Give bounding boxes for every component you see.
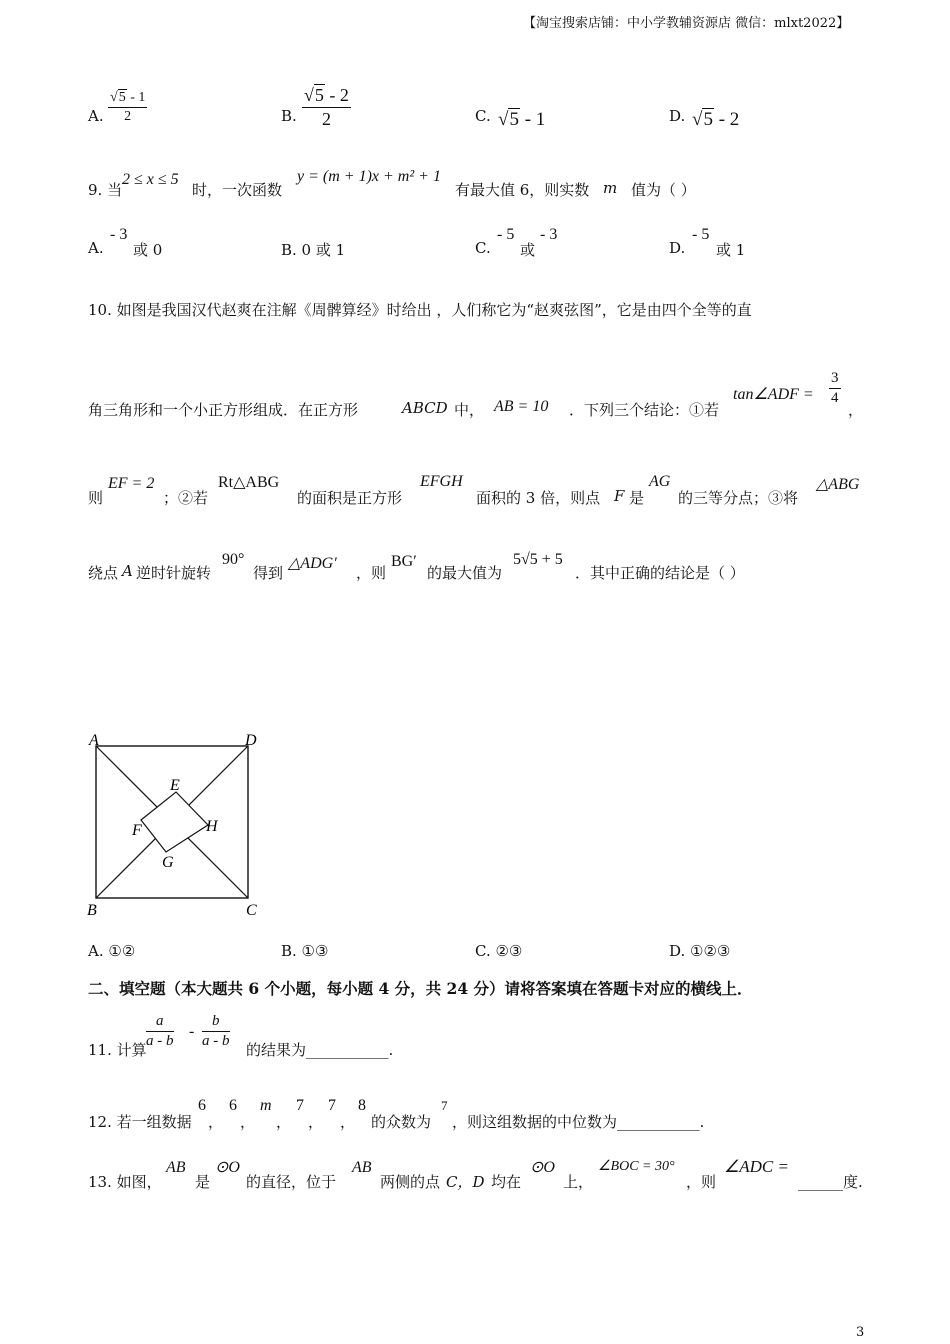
page-number: 3 (856, 1325, 865, 1340)
label-D: D (245, 732, 257, 749)
q12-sep-1: ， (208, 1113, 224, 1131)
q9-option-b: B. 0 或 1 (281, 241, 346, 259)
q13-text6: ，则 (686, 1173, 717, 1191)
q10-ag: AG (649, 473, 671, 490)
q13-text3: 两侧的点 (380, 1173, 441, 1191)
q10-point-f: F (614, 487, 625, 505)
q10-line2b: 中， (454, 401, 485, 419)
q10-max-value: 5√5 + 5 (513, 551, 563, 568)
q8-option-d-value: √5 - 2 (692, 109, 740, 130)
q8-option-b-fraction: $\frac{√5 - 2}{2}$ (304, 85, 349, 129)
q13-text4: 均在 (491, 1173, 522, 1191)
q9-text2: 有最大值 6，则实数 (455, 181, 590, 199)
q8-option-c-label: C. (475, 107, 491, 125)
q10-ef: EF = 2 (108, 475, 155, 492)
q12-sep-3: ， (276, 1113, 292, 1131)
q10-tan: tan∠ADF = (733, 386, 814, 403)
q10-comma: ， (848, 401, 864, 419)
q10-option-b: B. ①③ (281, 942, 329, 960)
q9-range: 2 ≤ x ≤ 5 (122, 171, 179, 188)
q13-suffix: ______度. (798, 1173, 863, 1191)
q10-option-d: D. ①②③ (669, 942, 731, 960)
q13-circle-o-1: ⊙O (215, 1159, 240, 1176)
q13-ab: AB (166, 1159, 186, 1176)
section-2-heading: 二、填空题（本大题共 6 个小题，每小题 4 分，共 24 分）请将答案填在答题卡对应的横线上． (88, 979, 753, 998)
q13-cd: C，D (446, 1173, 485, 1191)
q10-line4a: 绕点 (88, 564, 119, 582)
q12-data-3: m (260, 1097, 272, 1114)
q10-tan-fraction: $\frac{3}{4}$ (831, 370, 839, 406)
q12-data-6: 8 (358, 1097, 366, 1114)
q12-prefix: 12. 若一组数据 (88, 1113, 192, 1131)
q11-minus: - (189, 1023, 195, 1040)
q12-sep-4: ， (308, 1113, 324, 1131)
q12-data-4: 7 (296, 1097, 304, 1114)
q12-data-5: 7 (328, 1097, 336, 1114)
q12-data-2: 6 (229, 1097, 237, 1114)
q9-option-c-value1: - 5 (497, 226, 515, 243)
q13-circle-o-2: ⊙O (530, 1159, 555, 1176)
q10-line3a: 则 (88, 489, 104, 507)
q10-line3e: 是 (629, 489, 645, 507)
zhao-shuang-figure (84, 728, 274, 924)
q13-angle-adc: ∠ADC = (724, 1157, 789, 1176)
label-G: G (162, 854, 174, 871)
q10-line1: 10. 如图是我国汉代赵爽在注解《周髀算经》时给出 ，人们称它为“赵爽弦图”，它是由四个全等的直 (88, 301, 752, 319)
q10-triangle-abg: △ABG (816, 476, 860, 493)
q9-number: 9. 当 (88, 181, 123, 199)
label-H: H (206, 818, 218, 835)
q10-line3d: 面积的 3 倍，则点 (476, 489, 601, 507)
q10-triangle-adg: △ADG′ (288, 555, 337, 572)
q9-text3: 值为（ ） (631, 181, 696, 199)
q10-line4d: ，则 (356, 564, 387, 582)
q10-line2c: ．下列三个结论：①若 (569, 401, 720, 419)
q9-option-c-label: C. (475, 239, 491, 257)
q8-option-c-value: √5 - 1 (498, 109, 546, 130)
q10-option-a: A. ①② (88, 942, 136, 960)
q9-option-a-value: - 3 (110, 226, 128, 243)
q9-option-d-value: - 5 (692, 226, 710, 243)
q10-line4c: 得到 (253, 564, 284, 582)
q13-ab-2: AB (352, 1159, 372, 1176)
q12-sep-2: ， (240, 1113, 256, 1131)
q10-efgh: EFGH (420, 473, 463, 490)
q11-suffix: 的结果为___________. (246, 1041, 394, 1059)
q9-option-d-label: D. (669, 239, 686, 257)
q10-line4e: 的最大值为 (427, 564, 503, 582)
q10-line3b: ；②若 (163, 489, 209, 507)
q11-fraction-2: $\frac{b}{a - b}$ (202, 1013, 230, 1049)
q13-prefix: 13. 如图， (88, 1173, 162, 1191)
q11-fraction-1: $\frac{a}{a - b}$ (146, 1013, 174, 1049)
q13-text2: 的直径，位于 (246, 1173, 337, 1191)
q9-var: m (603, 179, 618, 197)
q10-point-a: A (122, 562, 133, 580)
q10-degree: 90° (222, 551, 245, 568)
q10-line3f: 的三等分点；③将 (678, 489, 799, 507)
label-A: A (89, 732, 99, 749)
q13-text1: 是 (195, 1173, 211, 1191)
q8-option-a-fraction: $\frac{√5 - 1}{2}$ (110, 90, 146, 124)
q10-abcd: ABCD (402, 399, 448, 417)
q12-mid: 的众数为 (371, 1113, 432, 1131)
label-E: E (170, 777, 180, 794)
q10-line4f: ．其中正确的结论是（ ） (575, 564, 745, 582)
q11-prefix: 11. 计算 (88, 1041, 147, 1059)
q9-text1: 时，一次函数 (192, 181, 283, 199)
q9-option-a-label: A. (88, 239, 104, 257)
q9-option-a-rest: 或 0 (133, 241, 163, 259)
q13-angle-boc: ∠BOC = 30° (598, 1159, 675, 1174)
q9-option-c-mid: 或 (520, 241, 536, 259)
q10-line2a: 角三角形和一个小正方形组成．在正方形 (88, 401, 359, 419)
q13-text5: 上， (563, 1173, 594, 1191)
q10-ab: AB = 10 (494, 398, 549, 415)
q12-data-1: 6 (198, 1097, 206, 1114)
q10-option-c: C. ②③ (475, 942, 523, 960)
q8-option-d-label: D. (669, 107, 686, 125)
q10-line4b: 逆时针旋转 (136, 564, 212, 582)
q10-rt-triangle: Rt△ABG (218, 474, 280, 491)
q10-bg: BG′ (391, 553, 417, 570)
q9-option-d-rest: 或 1 (716, 241, 746, 259)
q12-suffix: ，则这组数据的中位数为___________. (452, 1113, 705, 1131)
q10-line3c: 的面积是正方形 (297, 489, 403, 507)
q9-function: y = (m + 1)x + m² + 1 (297, 168, 441, 185)
label-B: B (87, 902, 97, 919)
label-F: F (132, 822, 142, 839)
q12-mode: 7 (441, 1098, 448, 1113)
q9-option-c-value2: - 3 (540, 226, 558, 243)
label-C: C (246, 902, 257, 919)
q12-sep-5: ， (340, 1113, 356, 1131)
q8-option-a-label: A. (88, 107, 104, 125)
page-header: 【淘宝搜索店铺：中小学教辅资源店 微信：mlxt2022】 (523, 16, 850, 31)
q8-option-b-label: B. (281, 107, 297, 125)
